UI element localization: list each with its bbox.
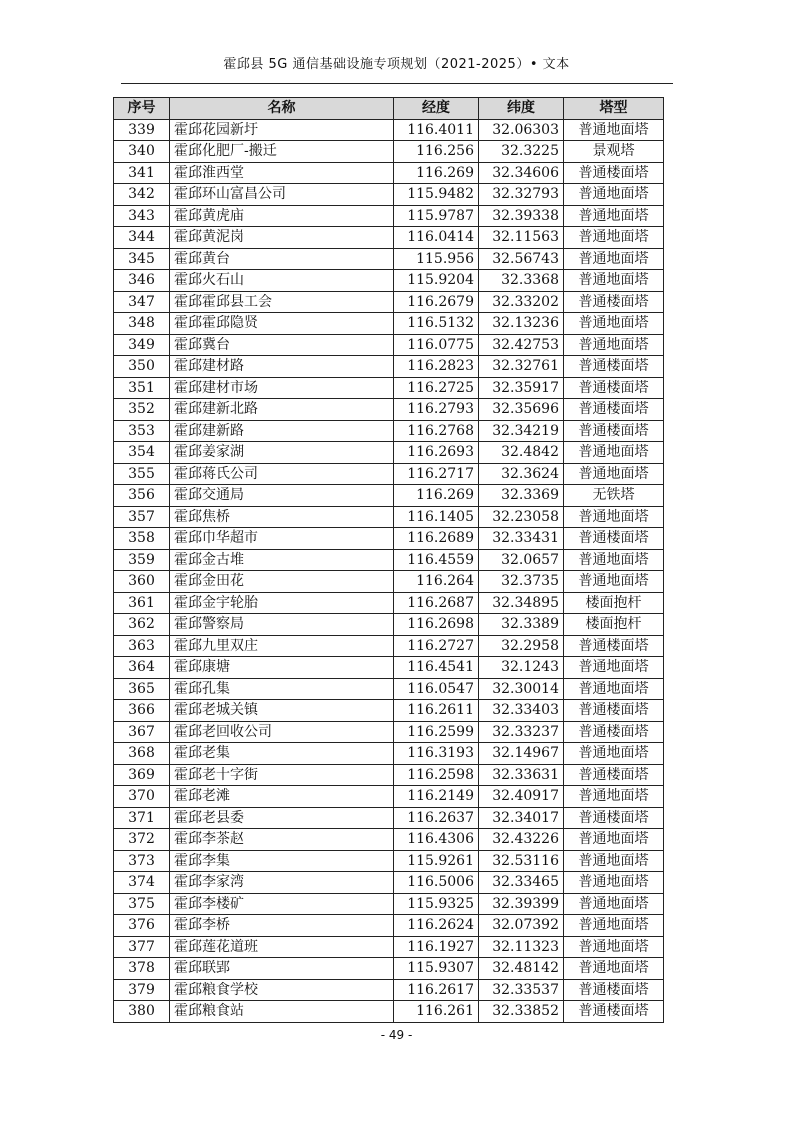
site-name: 霍邱建新路 <box>170 420 394 442</box>
tower-type: 普通地面塔 <box>564 936 664 958</box>
site-name: 霍邱九里双庄 <box>170 635 394 657</box>
site-name: 霍邱金田花 <box>170 571 394 593</box>
latitude: 32.48142 <box>479 958 564 980</box>
tower-type: 普通地面塔 <box>564 678 664 700</box>
latitude: 32.3735 <box>479 571 564 593</box>
column-header-name: 名称 <box>170 98 394 120</box>
table-row <box>114 485 664 507</box>
row-index: 362 <box>114 614 170 636</box>
tower-type: 普通楼面塔 <box>564 807 664 829</box>
latitude: 32.3624 <box>479 463 564 485</box>
table-row <box>114 592 664 614</box>
longitude: 116.2698 <box>394 614 479 636</box>
longitude: 116.1927 <box>394 936 479 958</box>
site-name: 霍邱霍邱县工会 <box>170 291 394 313</box>
table-header-row <box>114 98 664 120</box>
row-index: 341 <box>114 162 170 184</box>
latitude: 32.13236 <box>479 313 564 335</box>
table-row <box>114 829 664 851</box>
site-name: 霍邱淮西堂 <box>170 162 394 184</box>
latitude: 32.40917 <box>479 786 564 808</box>
site-name: 霍邱建材市场 <box>170 377 394 399</box>
tower-type: 普通地面塔 <box>564 334 664 356</box>
row-index: 368 <box>114 743 170 765</box>
tower-type: 普通地面塔 <box>564 549 664 571</box>
table-body <box>114 119 664 1022</box>
tower-type: 普通地面塔 <box>564 743 664 765</box>
row-index: 353 <box>114 420 170 442</box>
longitude: 115.9325 <box>394 893 479 915</box>
longitude: 115.9482 <box>394 184 479 206</box>
table-row <box>114 291 664 313</box>
site-name: 霍邱焦桥 <box>170 506 394 528</box>
site-name: 霍邱老县委 <box>170 807 394 829</box>
latitude: 32.4842 <box>479 442 564 464</box>
longitude: 116.2693 <box>394 442 479 464</box>
table-row <box>114 528 664 550</box>
row-index: 355 <box>114 463 170 485</box>
site-name: 霍邱巾华超市 <box>170 528 394 550</box>
table-row <box>114 1001 664 1023</box>
tower-type: 普通楼面塔 <box>564 700 664 722</box>
row-index: 361 <box>114 592 170 614</box>
latitude: 32.33537 <box>479 979 564 1001</box>
table-row <box>114 463 664 485</box>
tower-type: 普通地面塔 <box>564 463 664 485</box>
row-index: 352 <box>114 399 170 421</box>
tower-table <box>113 97 664 1023</box>
column-header-tower-type: 塔型 <box>564 98 664 120</box>
latitude: 32.56743 <box>479 248 564 270</box>
site-name: 霍邱警察局 <box>170 614 394 636</box>
latitude: 32.23058 <box>479 506 564 528</box>
site-name: 霍邱老城关镇 <box>170 700 394 722</box>
longitude: 115.9307 <box>394 958 479 980</box>
site-name: 霍邱孔集 <box>170 678 394 700</box>
site-name: 霍邱蒋氏公司 <box>170 463 394 485</box>
site-name: 霍邱霍邱隐贤 <box>170 313 394 335</box>
row-index: 370 <box>114 786 170 808</box>
row-index: 375 <box>114 893 170 915</box>
tower-type: 普通地面塔 <box>564 786 664 808</box>
latitude: 32.53116 <box>479 850 564 872</box>
table-row <box>114 442 664 464</box>
tower-type: 普通地面塔 <box>564 915 664 937</box>
latitude: 32.2958 <box>479 635 564 657</box>
tower-type: 普通地面塔 <box>564 850 664 872</box>
site-name: 霍邱莲花道班 <box>170 936 394 958</box>
row-index: 346 <box>114 270 170 292</box>
tower-type: 普通地面塔 <box>564 184 664 206</box>
latitude: 32.39338 <box>479 205 564 227</box>
latitude: 32.34606 <box>479 162 564 184</box>
tower-type: 普通地面塔 <box>564 872 664 894</box>
longitude: 115.9204 <box>394 270 479 292</box>
row-index: 342 <box>114 184 170 206</box>
table-row <box>114 786 664 808</box>
tower-type: 普通楼面塔 <box>564 528 664 550</box>
site-name: 霍邱建新北路 <box>170 399 394 421</box>
row-index: 347 <box>114 291 170 313</box>
table-row <box>114 334 664 356</box>
table-row <box>114 764 664 786</box>
latitude: 32.3369 <box>479 485 564 507</box>
row-index: 378 <box>114 958 170 980</box>
latitude: 32.42753 <box>479 334 564 356</box>
longitude: 115.956 <box>394 248 479 270</box>
longitude: 116.5132 <box>394 313 479 335</box>
site-name: 霍邱老十字街 <box>170 764 394 786</box>
row-index: 374 <box>114 872 170 894</box>
longitude: 116.2617 <box>394 979 479 1001</box>
longitude: 116.3193 <box>394 743 479 765</box>
column-header-latitude: 纬度 <box>479 98 564 120</box>
longitude: 116.2768 <box>394 420 479 442</box>
longitude: 116.269 <box>394 162 479 184</box>
table-row <box>114 313 664 335</box>
tower-type: 普通楼面塔 <box>564 162 664 184</box>
site-name: 霍邱黄泥岗 <box>170 227 394 249</box>
latitude: 32.3389 <box>479 614 564 636</box>
table-row <box>114 227 664 249</box>
row-index: 358 <box>114 528 170 550</box>
longitude: 116.5006 <box>394 872 479 894</box>
latitude: 32.34219 <box>479 420 564 442</box>
site-name: 霍邱环山富昌公司 <box>170 184 394 206</box>
site-name: 霍邱粮食学校 <box>170 979 394 1001</box>
row-index: 348 <box>114 313 170 335</box>
tower-type: 普通地面塔 <box>564 313 664 335</box>
table-row <box>114 807 664 829</box>
table-row <box>114 549 664 571</box>
site-name: 霍邱李茶赵 <box>170 829 394 851</box>
table-row <box>114 958 664 980</box>
row-index: 367 <box>114 721 170 743</box>
site-name: 霍邱黄虎庙 <box>170 205 394 227</box>
latitude: 32.34017 <box>479 807 564 829</box>
latitude: 32.33431 <box>479 528 564 550</box>
row-index: 357 <box>114 506 170 528</box>
longitude: 116.2598 <box>394 764 479 786</box>
table-row <box>114 162 664 184</box>
latitude: 32.14967 <box>479 743 564 765</box>
longitude: 116.0775 <box>394 334 479 356</box>
latitude: 32.43226 <box>479 829 564 851</box>
row-index: 371 <box>114 807 170 829</box>
table-row <box>114 700 664 722</box>
table-row <box>114 743 664 765</box>
latitude: 32.06303 <box>479 119 564 141</box>
row-index: 372 <box>114 829 170 851</box>
latitude: 32.3368 <box>479 270 564 292</box>
longitude: 116.0414 <box>394 227 479 249</box>
row-index: 379 <box>114 979 170 1001</box>
tower-type: 无铁塔 <box>564 485 664 507</box>
tower-type: 普通楼面塔 <box>564 420 664 442</box>
table-row <box>114 248 664 270</box>
table-row <box>114 377 664 399</box>
latitude: 32.35696 <box>479 399 564 421</box>
longitude: 116.2689 <box>394 528 479 550</box>
latitude: 32.33465 <box>479 872 564 894</box>
longitude: 116.0547 <box>394 678 479 700</box>
site-name: 霍邱花园新圩 <box>170 119 394 141</box>
site-name: 霍邱李集 <box>170 850 394 872</box>
row-index: 377 <box>114 936 170 958</box>
latitude: 32.35917 <box>479 377 564 399</box>
longitude: 116.261 <box>394 1001 479 1023</box>
longitude: 116.2793 <box>394 399 479 421</box>
row-index: 350 <box>114 356 170 378</box>
tower-type: 普通地面塔 <box>564 227 664 249</box>
row-index: 351 <box>114 377 170 399</box>
table-row <box>114 635 664 657</box>
tower-type: 楼面抱杆 <box>564 614 664 636</box>
tower-type: 普通楼面塔 <box>564 721 664 743</box>
tower-type: 普通楼面塔 <box>564 764 664 786</box>
longitude: 116.2624 <box>394 915 479 937</box>
tower-type: 普通楼面塔 <box>564 635 664 657</box>
latitude: 32.11563 <box>479 227 564 249</box>
longitude: 116.2717 <box>394 463 479 485</box>
latitude: 32.3225 <box>479 141 564 163</box>
table-row <box>114 979 664 1001</box>
latitude: 32.30014 <box>479 678 564 700</box>
row-index: 345 <box>114 248 170 270</box>
longitude: 116.2727 <box>394 635 479 657</box>
table-row <box>114 270 664 292</box>
longitude: 116.2611 <box>394 700 479 722</box>
site-name: 霍邱联郢 <box>170 958 394 980</box>
site-name: 霍邱粮食站 <box>170 1001 394 1023</box>
site-name: 霍邱康塘 <box>170 657 394 679</box>
site-name: 霍邱建材路 <box>170 356 394 378</box>
column-header-longitude: 经度 <box>394 98 479 120</box>
row-index: 340 <box>114 141 170 163</box>
latitude: 32.33237 <box>479 721 564 743</box>
longitude: 116.4306 <box>394 829 479 851</box>
latitude: 32.32761 <box>479 356 564 378</box>
site-name: 霍邱黄台 <box>170 248 394 270</box>
table-row <box>114 915 664 937</box>
table-row <box>114 657 664 679</box>
site-name: 霍邱冀台 <box>170 334 394 356</box>
longitude: 116.4011 <box>394 119 479 141</box>
longitude: 116.2679 <box>394 291 479 313</box>
site-name: 霍邱老集 <box>170 743 394 765</box>
tower-type: 普通地面塔 <box>564 442 664 464</box>
site-name: 霍邱化肥厂-搬迁 <box>170 141 394 163</box>
longitude: 116.264 <box>394 571 479 593</box>
latitude: 32.34895 <box>479 592 564 614</box>
latitude: 32.0657 <box>479 549 564 571</box>
tower-type: 普通地面塔 <box>564 270 664 292</box>
longitude: 116.2687 <box>394 592 479 614</box>
table-row <box>114 205 664 227</box>
latitude: 32.33403 <box>479 700 564 722</box>
tower-type: 普通地面塔 <box>564 248 664 270</box>
table-row <box>114 506 664 528</box>
row-index: 363 <box>114 635 170 657</box>
tower-type: 普通楼面塔 <box>564 291 664 313</box>
longitude: 116.4559 <box>394 549 479 571</box>
tower-type: 普通地面塔 <box>564 893 664 915</box>
table-row <box>114 420 664 442</box>
site-name: 霍邱火石山 <box>170 270 394 292</box>
latitude: 32.1243 <box>479 657 564 679</box>
table-row <box>114 141 664 163</box>
tower-type: 普通楼面塔 <box>564 979 664 1001</box>
tower-type: 普通地面塔 <box>564 119 664 141</box>
latitude: 32.33202 <box>479 291 564 313</box>
longitude: 116.2599 <box>394 721 479 743</box>
table-row <box>114 721 664 743</box>
longitude: 116.4541 <box>394 657 479 679</box>
row-index: 359 <box>114 549 170 571</box>
site-name: 霍邱老回收公司 <box>170 721 394 743</box>
page-header: 霍邱县 5G 通信基础设施专项规划（2021-2025）• 文本 <box>223 57 570 72</box>
tower-type: 普通楼面塔 <box>564 1001 664 1023</box>
row-index: 380 <box>114 1001 170 1023</box>
tower-type: 楼面抱杆 <box>564 592 664 614</box>
tower-type: 普通楼面塔 <box>564 356 664 378</box>
table-row <box>114 850 664 872</box>
tower-type: 普通楼面塔 <box>564 399 664 421</box>
table-row <box>114 936 664 958</box>
table-row <box>114 571 664 593</box>
site-name: 霍邱李家湾 <box>170 872 394 894</box>
row-index: 365 <box>114 678 170 700</box>
longitude: 116.2725 <box>394 377 479 399</box>
longitude: 116.2149 <box>394 786 479 808</box>
table-row <box>114 356 664 378</box>
row-index: 354 <box>114 442 170 464</box>
tower-type: 普通楼面塔 <box>564 377 664 399</box>
latitude: 32.33631 <box>479 764 564 786</box>
tower-type: 普通地面塔 <box>564 657 664 679</box>
longitude: 116.2637 <box>394 807 479 829</box>
tower-type: 普通地面塔 <box>564 506 664 528</box>
site-name: 霍邱李桥 <box>170 915 394 937</box>
latitude: 32.11323 <box>479 936 564 958</box>
longitude: 116.256 <box>394 141 479 163</box>
latitude: 32.33852 <box>479 1001 564 1023</box>
tower-type: 普通地面塔 <box>564 958 664 980</box>
site-name: 霍邱交通局 <box>170 485 394 507</box>
row-index: 364 <box>114 657 170 679</box>
row-index: 366 <box>114 700 170 722</box>
site-name: 霍邱老滩 <box>170 786 394 808</box>
row-index: 339 <box>114 119 170 141</box>
header-rule <box>121 83 673 84</box>
page-number: - 49 - <box>380 1028 413 1042</box>
row-index: 344 <box>114 227 170 249</box>
table-row <box>114 119 664 141</box>
longitude: 116.2823 <box>394 356 479 378</box>
row-index: 369 <box>114 764 170 786</box>
row-index: 376 <box>114 915 170 937</box>
longitude: 115.9261 <box>394 850 479 872</box>
column-header-index: 序号 <box>114 98 170 120</box>
table-row <box>114 893 664 915</box>
table-row <box>114 184 664 206</box>
longitude: 116.269 <box>394 485 479 507</box>
tower-type: 景观塔 <box>564 141 664 163</box>
table-row <box>114 678 664 700</box>
row-index: 373 <box>114 850 170 872</box>
row-index: 349 <box>114 334 170 356</box>
longitude: 115.9787 <box>394 205 479 227</box>
site-name: 霍邱李楼矿 <box>170 893 394 915</box>
table-row <box>114 614 664 636</box>
latitude: 32.32793 <box>479 184 564 206</box>
tower-type: 普通地面塔 <box>564 571 664 593</box>
row-index: 343 <box>114 205 170 227</box>
tower-type: 普通地面塔 <box>564 205 664 227</box>
row-index: 360 <box>114 571 170 593</box>
site-name: 霍邱金古堆 <box>170 549 394 571</box>
longitude: 116.1405 <box>394 506 479 528</box>
table-row <box>114 872 664 894</box>
latitude: 32.07392 <box>479 915 564 937</box>
site-name: 霍邱姜家湖 <box>170 442 394 464</box>
latitude: 32.39399 <box>479 893 564 915</box>
row-index: 356 <box>114 485 170 507</box>
table-row <box>114 399 664 421</box>
site-name: 霍邱金宇轮胎 <box>170 592 394 614</box>
tower-type: 普通地面塔 <box>564 829 664 851</box>
